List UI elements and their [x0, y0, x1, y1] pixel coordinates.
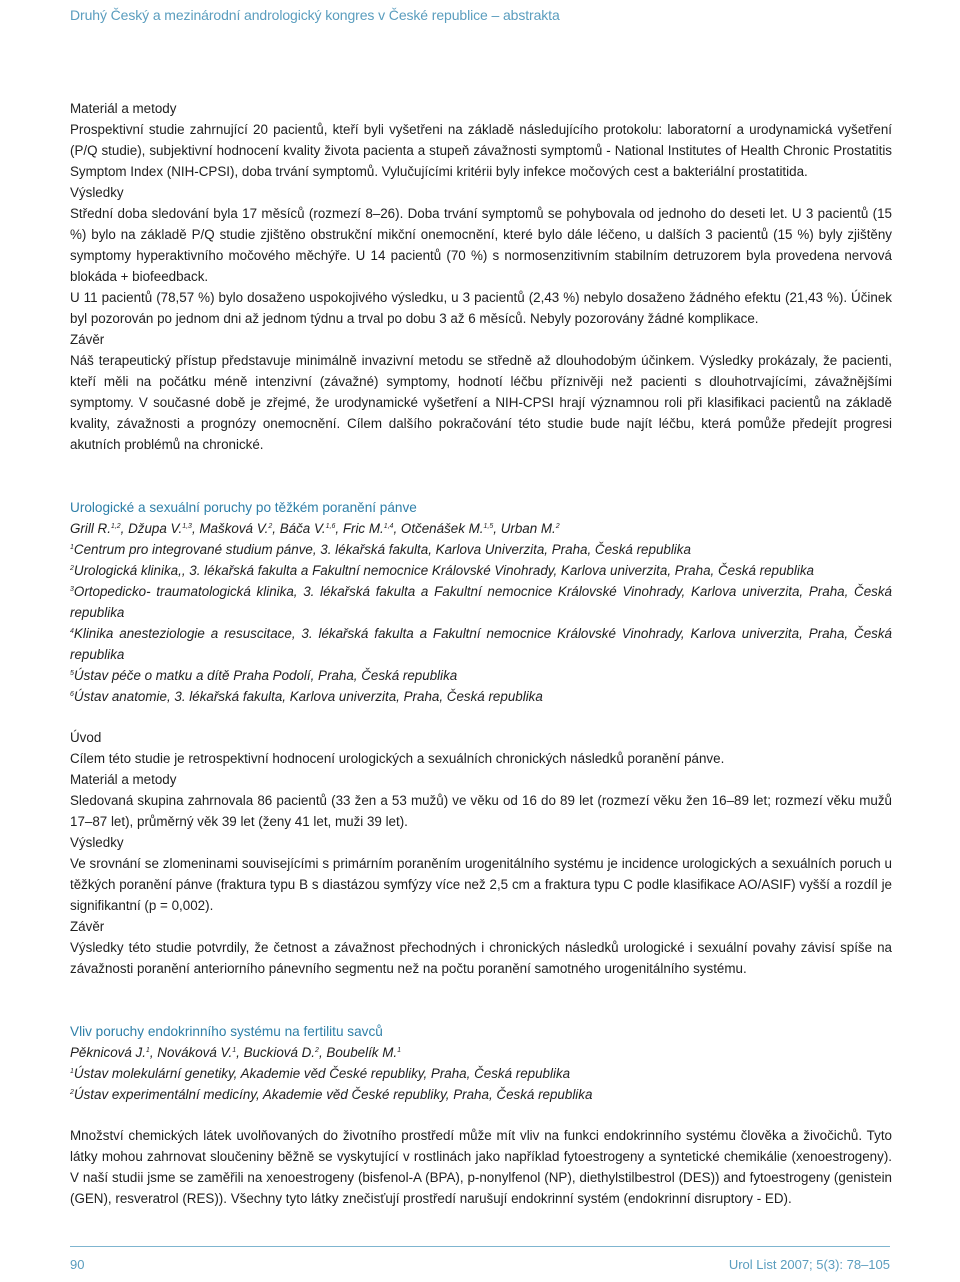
author-name: Pěknicová J.: [70, 1045, 146, 1060]
author-name: Mašková V.: [199, 521, 269, 536]
abstract-title: Vliv poruchy endokrinního systému na fertilitu savců: [70, 1024, 383, 1039]
affiliation-text: Ústav experimentální medicíny, Akademie věd České republiky, Praha, Česká republika: [73, 1087, 593, 1102]
author-name: Nováková V.: [157, 1045, 233, 1060]
author-affiliation-marker: 1,2: [110, 523, 121, 530]
affiliation-number: 1: [70, 544, 74, 551]
conclusion-text: Náš terapeutický přístup představuje minimálně invazivní metodu se středně až dlouhodobým účinkem. Výsledky prokázaly, že pacienti, kteří měli na počátku méně intenzivní (závažné) symptomy, hodnotí léčbu příznivěji než pacienti s dlouhotrvajícími, závažnějšími symptomy. V současné době je zřejmé, že urodynamické vyšetření a NIH-CPSI hrají významnou roli při klasifikaci pacientů na základě kvality, závažnosti a prognózy onemocnění. Cílem dalšího pokračování této studie bude najít léčbu, která pomůže předejít progresi akutních problémů na chronické.: [70, 353, 892, 452]
affiliation-number: 5: [70, 670, 74, 677]
affiliation: [70, 1063, 892, 1084]
author-affiliation-marker: 1: [232, 1047, 237, 1054]
author-affiliation-marker: 1,4: [383, 523, 394, 530]
running-header: Druhý Český a mezinárodní andrologický kongres v České republice – abstrakta: [70, 7, 560, 23]
affiliation-text: Ústav anatomie, 3. lékařská fakulta, Karlova univerzita, Praha, Česká republika: [73, 689, 543, 704]
conclusion-heading: Závěr: [70, 332, 105, 347]
author-list: Pěknicová J.$^1$, Nováková V.$^1$, Buckiová D.$^2$, Boubelík M.$^1$: [70, 1045, 402, 1060]
author-name: Grill R.: [70, 521, 111, 536]
affiliation-text: Urologická klinika,, 3. lékařská fakulta a Fakultní nemocnice Královské Vinohrady, Karlova univerzita, Praha, Česká republika: [73, 563, 814, 578]
affiliation: [70, 623, 892, 665]
affiliation-list: [70, 1063, 892, 1105]
affiliation-number: 1: [70, 1068, 74, 1075]
author-name: Boubelík M.: [326, 1045, 398, 1060]
results-text-1: Střední doba sledování byla 17 měsíců (rozmezí 8–26). Doba trvání symptomů se pohybovala od jednoho do deseti let. U 3 pacientů (15 %) bylo na základě P/Q studie zjištěno obstrukční mikční onemocnění, které bylo dále léčeno, u dalších 3 pacientů (15 %) byly zjištěny symptomy hyperaktivního močového měchýře. U 14 pacientů (70 %) s normosenzitivním stabilním detruzorem byla provedena nervová blokáda + biofeedback.: [70, 206, 892, 284]
author-affiliation-marker: 2: [268, 523, 273, 530]
author-name: Urban M.: [500, 521, 556, 536]
author-affiliation-marker: 1,3: [182, 523, 192, 530]
affiliation-text: Ústav molekulární genetiky, Akademie věd České republiky, Praha, Česká republika: [73, 1066, 571, 1081]
abstract-title: Urologické a sexuální poruchy po těžkém poranění pánve: [70, 500, 417, 515]
author-affiliation-marker: 1,6: [325, 523, 336, 530]
author-affiliation-marker: 1,5: [483, 523, 494, 530]
affiliation: [70, 581, 892, 623]
conclusion-heading: Závěr: [70, 919, 105, 934]
affiliation-text: Ortopedicko- traumatologická klinika, 3. lékařská fakulta a Fakultní nemocnice Královské Vinohrady, Karlova univerzita, Praha, Česká republika: [70, 584, 892, 620]
intro-heading: Úvod: [70, 730, 102, 745]
author-affiliation-marker: 1: [145, 1047, 150, 1054]
conclusion-text: Výsledky této studie potvrdily, že četnost a závažnost přechodných i chronických následků urologické i sexuální povahy závisí spíše na závažnosti poranění anteriorního pánevního segmentu než na počtu poranění samotného urogenitálního systému.: [70, 940, 892, 976]
affiliation-number: 3: [70, 586, 74, 593]
author-name: Džupa V.: [128, 521, 183, 536]
affiliation-list: [70, 539, 892, 707]
affiliation: [70, 1084, 892, 1105]
abstract-continuation: [70, 98, 892, 455]
author-affiliation-marker: 2: [315, 1047, 319, 1054]
results-heading: Výsledky: [70, 835, 124, 850]
author-affiliation-marker: 2: [555, 523, 560, 530]
affiliation-number: 6: [70, 691, 74, 698]
body-text: Množství chemických látek uvolňovaných do životního prostředí může mít vliv na funkci endokrinního systému člověka a živočichů. Tyto látky mohou zahrnovat sloučeniny běžně se vyskytující v rostlinách jako například fytoestrogeny a syntetické chemikálie (xenoestrogeny). V naší studii jsme se zaměřili na xenoestrogeny (bisfenol-A (BPA), p-nonylfenol (NP), diethylstilbestrol (DES)) and fytoestrogeny (genistein (GEN), resveratrol (RES)). Všechny tyto látky znečisťují prostředí narušují endokrinní systém (endokrinní disruptory - ED).: [70, 1128, 892, 1206]
page-number: 90: [70, 1257, 85, 1272]
affiliation-number: 4: [70, 628, 74, 635]
author-name: Fric M.: [342, 521, 384, 536]
affiliation-text: Centrum pro integrované studium pánve, 3. lékařská fakulta, Karlova Univerzita, Praha, Česká republika: [73, 542, 691, 557]
footer-divider: [70, 1246, 890, 1247]
affiliation-number: 2: [70, 1089, 74, 1096]
methods-heading: Materiál a metody: [70, 101, 177, 116]
methods-text: Prospektivní studie zahrnující 20 pacientů, kteří byli vyšetřeni na základě následujícího protokolu: laboratorní a urodynamická vyšetření (P/Q studie), subjektivní hodnocení kvality života pacienta a stupeň závažnosti symptomů - National Institutes of Health Chronic Prostatitis Symptom Index (NIH-CPSI), doba trvání symptomů. Vylučujícími kritérii byly infekce močových cest a bakteriální prostatitida.: [70, 122, 892, 179]
intro-text: Cílem této studie je retrospektivní hodnocení urologických a sexuálních chronických následků poranění pánve.: [70, 751, 725, 766]
author-name: Buckiová D.: [243, 1045, 316, 1060]
affiliation-text: Klinika anesteziologie a resuscitace, 3. lékařská fakulta a Fakultní nemocnice Královské Vinohrady, Karlova univerzita, Praha, Česká republika: [70, 626, 892, 662]
affiliation-text: Ústav péče o matku a dítě Praha Podolí, Praha, Česká republika: [73, 668, 458, 683]
abstract-pelvic-injury: [70, 497, 892, 979]
affiliation-number: 2: [70, 565, 74, 572]
author-name: Otčenášek M.: [400, 521, 484, 536]
affiliation: [70, 560, 892, 581]
author-affiliation-marker: 1: [397, 1047, 402, 1054]
affiliation: [70, 539, 892, 560]
affiliation: [70, 665, 892, 686]
methods-text: Sledovaná skupina zahrnovala 86 pacientů (33 žen a 53 mužů) ve věku od 16 do 89 let (rozmezí věku žen 16–89 let; rozmezí věku mužů 17–87 let), průměrný věk 39 let (ženy 41 let, muži 39 let).: [70, 793, 892, 829]
results-heading: Výsledky: [70, 185, 124, 200]
methods-heading: Materiál a metody: [70, 772, 177, 787]
results-text: Ve srovnání se zlomeninami souvisejícími s primárním poraněním urogenitálního systému je incidence urologických a sexuálních poruch u těžkých poranění pánve (fraktura typu B s diastázou symfýzy více než 2,5 cm a fraktura typu C podle klasifikace AO/ASIF) vyšší a rozdíl je signifikantní (p = 0,002).: [70, 856, 892, 913]
journal-citation: Urol List 2007; 5(3): 78–105: [728, 1257, 890, 1272]
abstract-endocrine: [70, 1021, 892, 1209]
author-list: Grill R.$^{1,2}$, Džupa V.$^{1,3}$, Mašková V.$^2$, Báča V.$^{1,6}$, Fric M.$^{1,4}$, Otčenášek M.$^{1,5}$, Urban M.$^2$: [70, 521, 560, 536]
author-name: Báča V.: [279, 521, 326, 536]
affiliation: [70, 686, 892, 707]
results-text-2: U 11 pacientů (78,57 %) bylo dosaženo uspokojivého výsledku, u 3 pacientů (2,43 %) nebylo dosaženo žádného efektu (21,43 %). Účinek byl pozorován po jednom dni až jednom týdnu a trval po dobu 3 až 6 měsíců. Nebyly pozorovány žádné komplikace.: [70, 290, 892, 326]
